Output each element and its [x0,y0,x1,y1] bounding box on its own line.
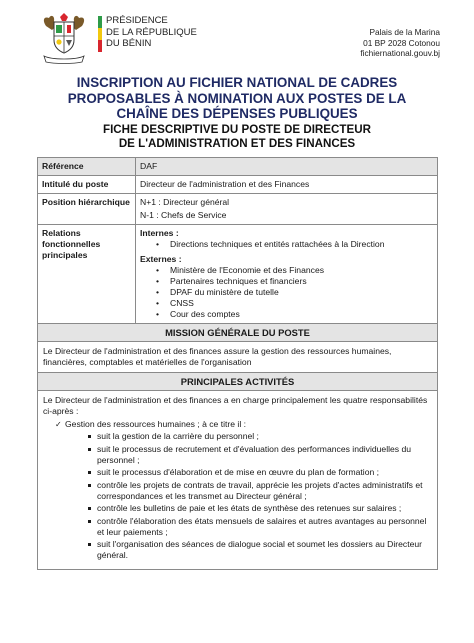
list-item: • Directions techniques et entités rattachées à la Direction [166,239,433,250]
website-link[interactable]: fichiernational.gouv.bj [360,48,440,59]
list-item: suit le processus d'élaboration et de mise en œuvre du plan de formation ; [97,467,432,478]
internal-label: Internes : [140,228,179,238]
hierarchy-row [37,194,438,225]
list-item: • CNSS [166,298,433,309]
responsibility-hr: ✓ Gestion des ressources humaines ; à ce titre il : suit la gestion de la carrière du personnel ; suit le processus de recrutement et d'évaluation des performances individuelles du personnel ; suit le processus d'élaboration et de mise en œuvre du plan de formation ; contrôle les projets de contrats de travail, apprécie les projets d'actes administratifs et correspondances et les transmet au Directeur général ; contrôle les bulletins de paie et les états de synthèse des retenues sur salaires ; contrôle l'élaboration des états mensuels de salaires et autres avantages au personnel et leur paiements ; suit l'organisation des séances de dialogue social et soumet les dossiers au Directeur général. [55,419,432,561]
document-subtitle: FICHE DESCRIPTIVE DU POSTE DE DIRECTEUR DE L'ADMINISTRATION ET DES FINANCES [103,123,371,150]
list-item: contrôle les bulletins de paie et les états de synthèse des retenues sur salaires ; [97,503,432,514]
job-title-row [37,176,438,194]
list-item: suit l'organisation des séances de dialogue social et soumet les dossiers au Directeur général. [97,539,432,561]
list-item: • DPAF du ministère de tutelle [166,287,433,298]
relations-values [136,225,437,323]
list-item: suit le processus de recrutement et d'évaluation des performances individuelles du personnel ; [97,444,432,466]
flag-stripe [98,16,102,52]
external-list [166,265,433,320]
external-label: Externes : [140,254,182,264]
hierarchy-superior: N+1 : Directeur général [140,197,230,207]
coat-of-arms-icon [36,12,92,64]
list-item: • Cour des comptes [166,309,433,320]
presidency-name: PRÉSIDENCE DE LA RÉPUBLIQUE DU BÉNIN [106,15,197,49]
job-description-sheet [37,157,438,570]
hierarchy-values [136,194,437,224]
address-block: Palais de la Marina 01 BP 2028 Cotonou fichiernational.gouv.bj [360,27,440,59]
relations-label: Relations fonctionnelles principales [38,225,136,323]
flag-yellow-band [98,28,102,40]
internal-list [166,239,433,250]
list-item: suit la gestion de la carrière du personnel ; [97,431,432,442]
document-title: INSCRIPTION AU FICHIER NATIONAL DE CADRES PROPOSABLES À NOMINATION AUX POSTES DE LA CHAÎNE DES DÉPENSES PUBLIQUES [67,75,407,122]
relations-row [37,225,438,324]
responsibility-list [55,419,432,561]
flag-red-band [98,40,102,52]
hr-task-list [97,431,432,561]
activities-body [37,391,438,570]
reference-value: DAF [136,158,437,175]
mission-heading: MISSION GÉNÉRALE DU POSTE [37,324,438,342]
hierarchy-label: Position hiérarchique [38,194,136,224]
list-item: • Partenaires techniques et financiers [166,276,433,287]
activities-intro: Le Directeur de l'administration et des finances a en charge principalement les quatre responsabilités ci-après : [43,395,428,416]
activities-heading: PRINCIPALES ACTIVITÉS [37,373,438,391]
list-item: contrôle l'élaboration des états mensuels de salaires et autres avantages au personnel et leur paiements ; [97,516,432,538]
job-title-value: Directeur de l'administration et des Finances [140,179,310,189]
list-item: contrôle les projets de contrats de travail, apprécie les projets d'actes administratifs et correspondances et les transmet au Directeur général ; [97,480,432,502]
job-title-label: Intitulé du poste [38,176,136,193]
flag-green-band [98,16,102,28]
mission-text: Le Directeur de l'administration et des finances assure la gestion des ressources humaines, financières, comptables et matérielles de l'organisation [37,342,438,373]
reference-label: Référence [38,158,136,175]
hierarchy-subordinates: N-1 : Chefs de Service [140,210,227,220]
page-header [0,0,474,72]
reference-row [37,157,438,176]
list-item: • Ministère de l'Economie et des Finances [166,265,433,276]
